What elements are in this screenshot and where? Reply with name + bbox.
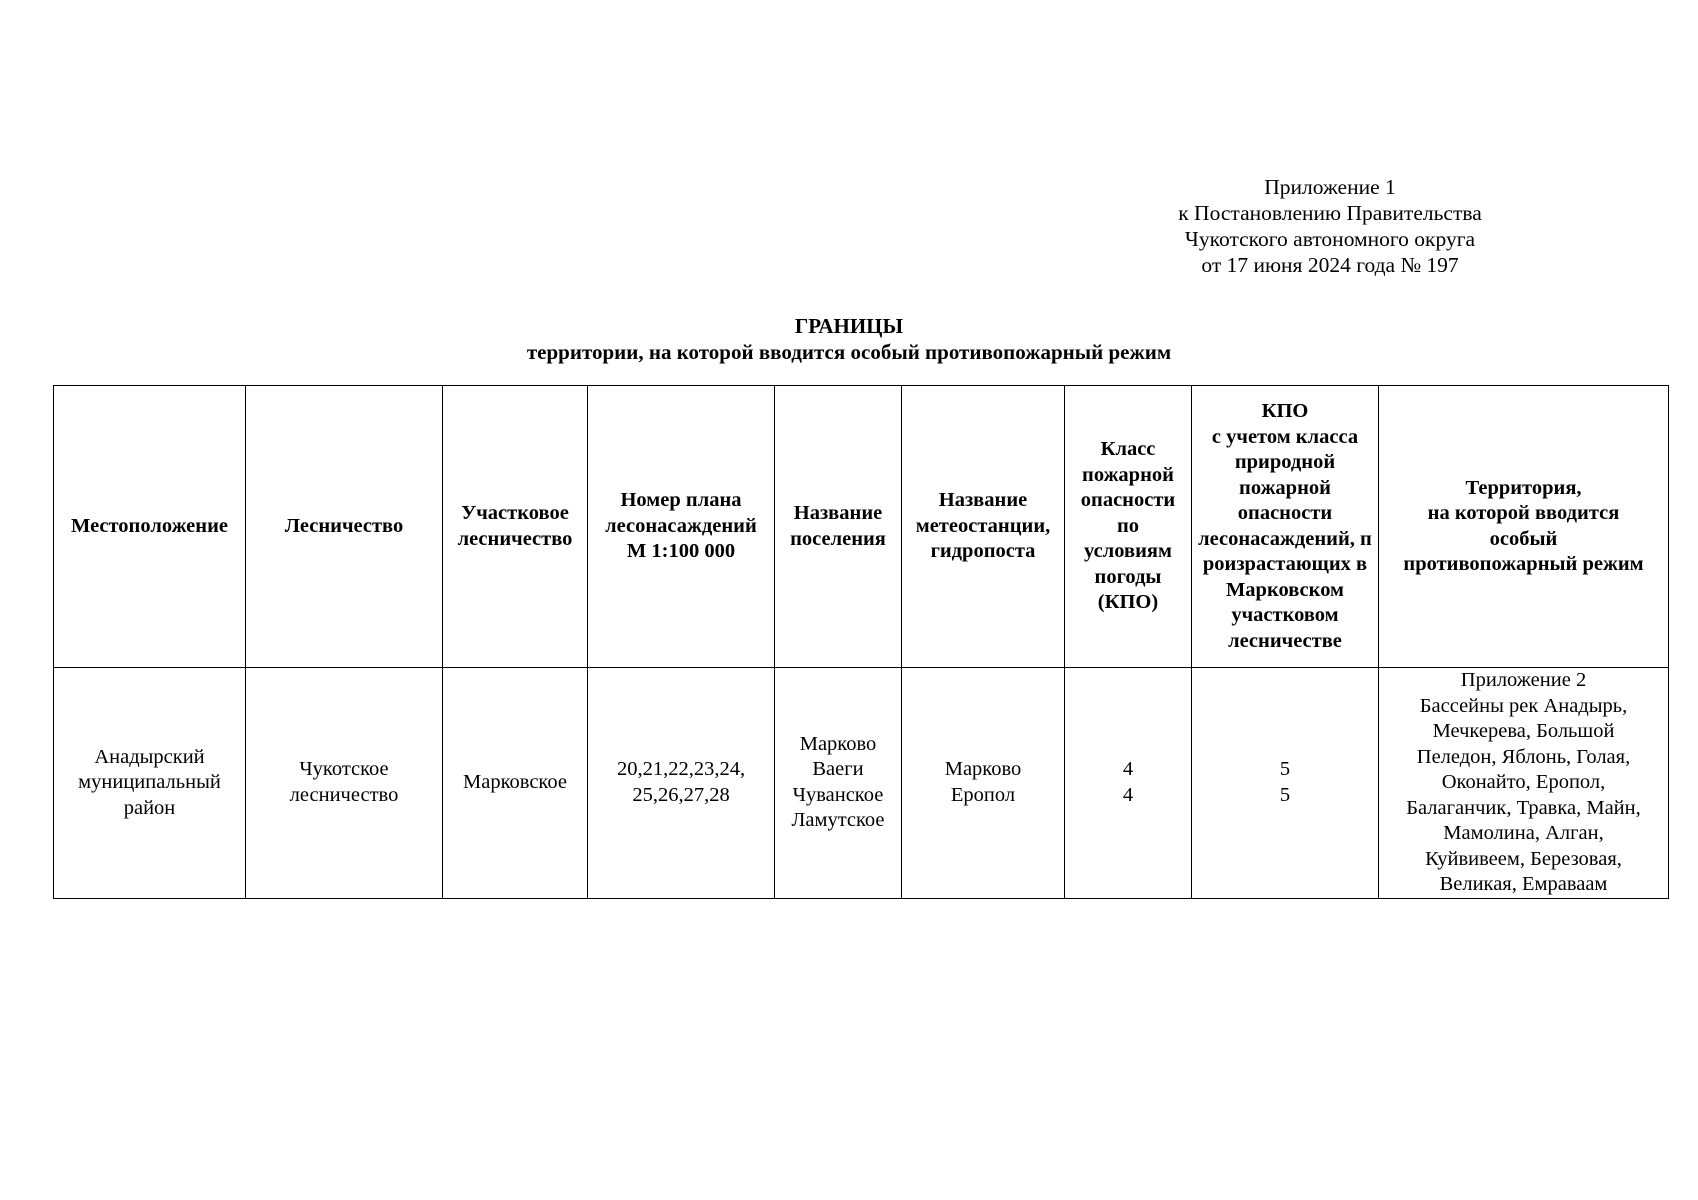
cell-location [54,668,246,899]
cell-line: Марково [799,732,877,755]
cell-line: Куйвивеем, Березовая, [1425,847,1622,870]
header-territory [1379,386,1669,668]
cell-territory [1379,668,1669,899]
header-line: участковом [1231,604,1339,626]
header-row [54,386,1669,668]
cell-line: 5 [1279,783,1291,806]
cell-line: Анадырский [94,745,205,768]
header-line: Класс [1100,438,1156,461]
appendix-line: от 17 июня 2024 года № 197 [1201,253,1459,277]
header-line: с учетом класса [1211,425,1359,448]
cell-line: Мамолина, Алган, [1443,822,1604,844]
cell-line: Мечкерева, Большой [1432,720,1615,742]
cell-line: муниципальный [78,771,221,793]
cell-line: 4 [1122,783,1134,806]
appendix-line: к Постановлению Правительства [1178,201,1482,225]
header-line: опасности [1080,489,1176,512]
header-line: пожарной [1239,476,1331,499]
cell-line: Еропол [950,783,1016,806]
header-line: лесничестве [1228,629,1342,652]
cell-line: Чукотское [299,758,389,781]
document-title [0,313,1698,365]
cell-line: Балаганчик, Травка, Майн, [1406,796,1641,819]
header-line: особый [1489,527,1558,550]
cell-line: Марковское [463,771,567,793]
header-district-forestry [443,386,588,668]
header-line: лесонасаждений [605,514,757,537]
header-line: Название [793,502,883,524]
header-line: пожарной [1082,463,1174,486]
header-forestry [246,386,443,668]
header-line: Местоположение [70,514,229,537]
header-line: гидропоста [930,540,1036,563]
header-line: лесонасаждений, [1198,527,1355,550]
header-line: метеостанции, [915,514,1051,537]
cell-line: 20,21,22,23,24, [616,758,746,781]
header-line: по [1116,514,1140,537]
header-plan-number [588,386,775,668]
cell-line: 4 [1122,758,1134,781]
header-line: произрастающих в Марковском [1202,527,1372,601]
header-line: опасности [1237,502,1333,524]
header-weather-station [902,386,1065,668]
header-line: Номер плана [620,489,742,512]
header-line: условиям [1084,540,1172,563]
header-line: лесничество [457,527,573,550]
cell-settlement [775,668,902,899]
header-line: противопожарный режим [1403,553,1644,575]
cell-line: Ваеги [812,758,864,781]
cell-weather-station [902,668,1065,899]
appendix-line: Приложение 1 [1264,175,1396,199]
cell-fire-class [1065,668,1192,899]
header-line: природной [1234,451,1336,473]
cell-line: Бассейны рек Анадырь, [1419,694,1628,717]
cell-line: 5 [1279,758,1291,781]
header-line: Участковое [461,502,569,524]
cell-line: Оконайто, Еропол, [1441,771,1606,793]
cell-line: 25,26,27,28 [632,783,730,806]
fire-regime-table [53,385,1669,899]
header-line: Лесничество [284,514,404,537]
table-row [54,668,1669,899]
title-main: ГРАНИЦЫ [794,314,904,338]
header-line: КПО [1261,400,1309,422]
cell-line: Чуванское [792,783,884,806]
header-kpo-natural-class [1192,386,1379,668]
header-fire-class [1065,386,1192,668]
header-line: на которой вводится [1427,502,1620,524]
header-settlement [775,386,902,668]
cell-line: Ламутское [791,809,885,832]
cell-line: Приложение 2 [1460,669,1587,691]
cell-forestry [246,668,443,899]
header-line: М 1:100 000 [626,540,736,563]
header-line: погоды [1094,565,1162,588]
cell-line: район [123,796,176,819]
header-line: (КПО) [1097,591,1159,614]
appendix-line: Чукотского автономного округа [1184,227,1476,251]
appendix-header [1120,174,1540,278]
cell-plan-number [588,668,775,899]
header-line: поселения [790,527,886,550]
cell-line: лесничество [289,783,399,806]
cell-line: Великая, Емраваам [1439,873,1608,895]
cell-district-forestry [443,668,588,899]
cell-line: Пеледон, Яблонь, Голая, [1416,745,1631,768]
cell-line: Марково [944,758,1022,781]
title-subtitle: территории, на которой вводится особый противопожарный режим [526,340,1172,364]
header-line: Территория, [1465,476,1582,499]
header-line: Название [938,489,1028,512]
cell-kpo-natural-class [1192,668,1379,899]
header-location [54,386,246,668]
